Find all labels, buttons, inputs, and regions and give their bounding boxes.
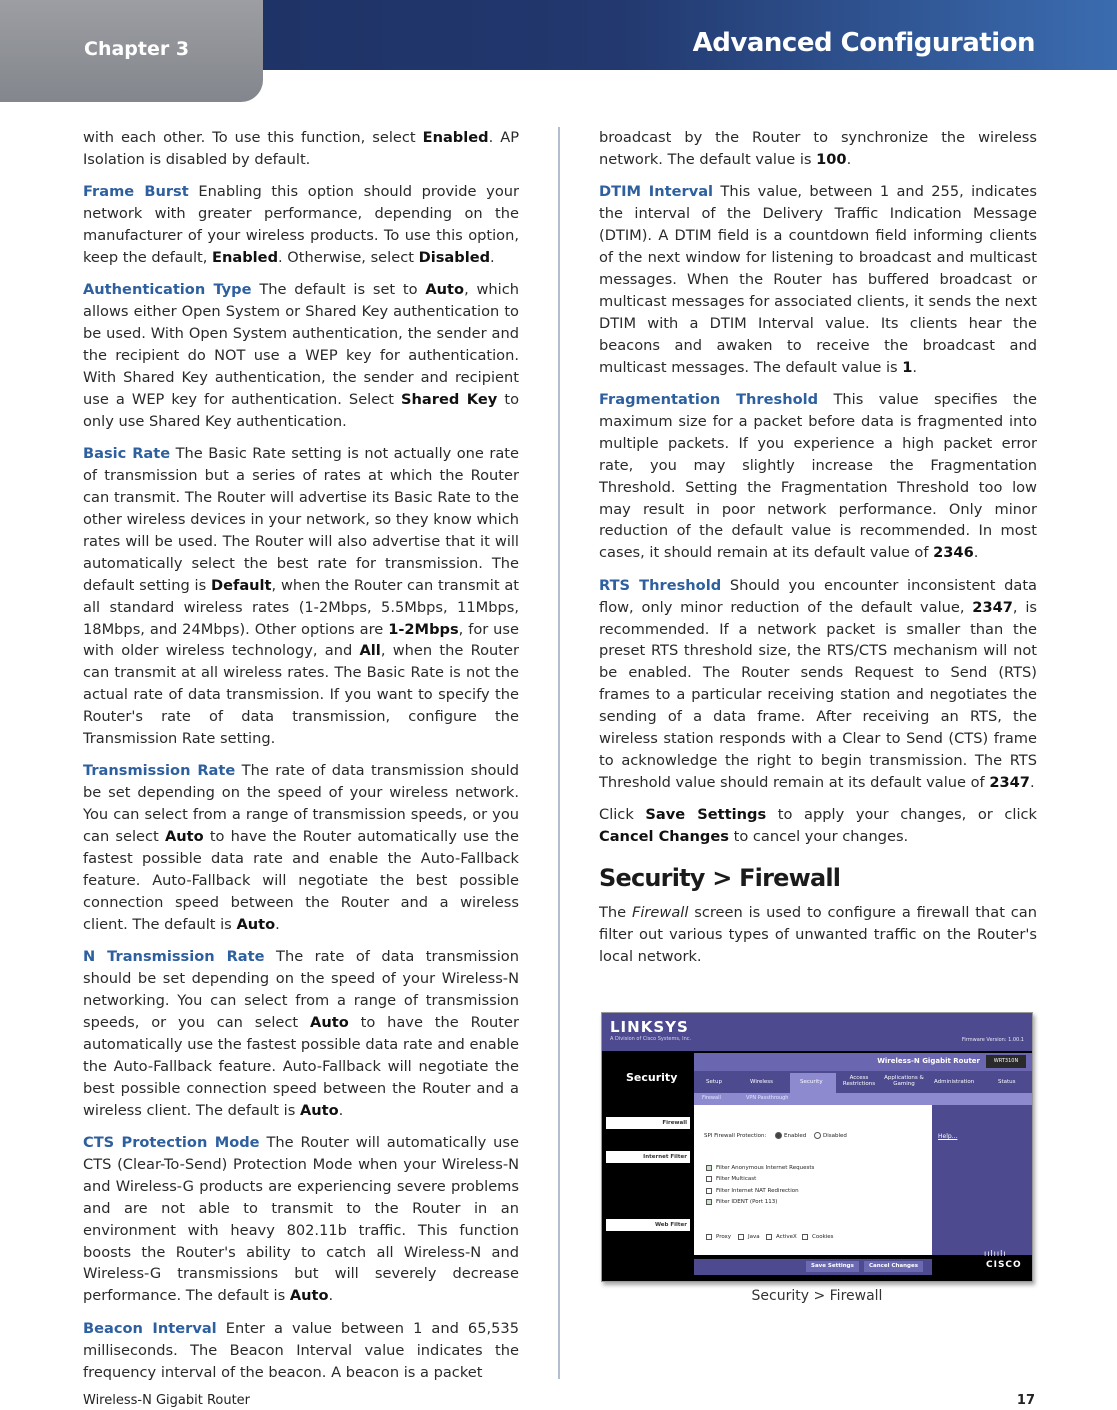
- fig-enabled-label: Enabled: [784, 1133, 807, 1139]
- fig-radio-disabled: [814, 1132, 821, 1139]
- logo-subtitle: A Division of Cisco Systems, Inc.: [610, 1036, 692, 1042]
- fig-checkbox-anon: [706, 1165, 712, 1171]
- fig-tab-status: Status: [998, 1079, 1016, 1085]
- fig-disabled-label: Disabled: [823, 1133, 847, 1139]
- fig-spi-label: SPI Firewall Protection:: [704, 1133, 767, 1139]
- fig-checkbox-java: [738, 1234, 744, 1240]
- fig-title-bar: [694, 1053, 1032, 1071]
- fig-product-name: Wireless-N Gigabit Router: [877, 1057, 980, 1065]
- fig-tab-setup: Setup: [706, 1079, 723, 1085]
- page-header: [0, 0, 1117, 102]
- fig-tab-administration: Administration: [934, 1079, 975, 1085]
- term-dtim-interval: DTIM Interval: [599, 183, 714, 201]
- paragraph-dtim-interval: DTIM Interval This value, between 1 and 255, indicates the interval of the Delivery Traffic Indication Message (DTIM). A DTIM field is a countdown field informing clients of the next window for listening to broadcast and multicast messages. When the Router has buffered broadcast or multicast messages for associated clients, it sends the next DTIM with a DTIM Interval value. Its clients hear the beacons and awaken to receive the broadcast and multicast messages. The default value is 1.: [599, 183, 1038, 376]
- fig-tab-applications: Applications & Gaming: [884, 1075, 924, 1087]
- fig-tab-wireless: Wireless: [750, 1079, 774, 1085]
- fig-cancel-changes-button: Cancel Changes: [864, 1261, 923, 1272]
- fig-checkbox-proxy: [706, 1234, 712, 1240]
- firewall-screenshot: [601, 1012, 1033, 1282]
- cisco-bars-icon: ıılıılı: [984, 1249, 1007, 1258]
- paragraph-rts-threshold: RTS Threshold Should you encounter inconsistent data flow, only minor reduction of the default value, 2347, is recommended. If a network packet is smaller than the preset RTS threshold size, the RTS/CTS mechanism will not be enabled. The Router sends Request to Send (RTS) frames to a particular receiving station and negotiates the sending of a data frame. After receiving an RTS, the wireless station responds with a Clear to Send (CTS) frame to acknowledge the right to begin transmission. The RTS Threshold value should remain at its default value of 2347.: [599, 576, 1038, 791]
- fig-checkbox-cookies: [802, 1234, 808, 1240]
- footer-product-name: Wireless-N Gigabit Router: [83, 1393, 251, 1408]
- term-n-transmission-rate: N Transmission Rate: [83, 948, 265, 966]
- term-authentication-type: Authentication Type: [83, 281, 252, 299]
- left-column: [83, 127, 519, 1394]
- fig-help-link: Help...: [938, 1133, 958, 1140]
- fig-tab-security: Security: [800, 1079, 823, 1085]
- fig-web-java: Java: [748, 1234, 760, 1240]
- cisco-logo: CISCO: [986, 1260, 1022, 1270]
- paragraph-save-settings: Click Save Settings to apply your changes, or click Cancel Changes to cancel your changes.: [599, 806, 1037, 846]
- paragraph-transmission-rate: Transmission Rate The rate of data transmission should be set depending on the speed of your wireless network. You can select from a range of transmission speeds, or you can select Auto to have the Router automatically use the fastest possible data rate and enable the Auto-Fallback feature. Auto-Fallback will negotiate the best possible connection speed between the Router and a wireless client. The default is Auto.: [83, 762, 519, 933]
- heading-security-firewall: Security > Firewall: [599, 864, 841, 893]
- fig-web-proxy: Proxy: [716, 1234, 732, 1240]
- fig-subtab-vpn: VPN Passthrough: [746, 1095, 789, 1101]
- term-basic-rate: Basic Rate: [83, 445, 171, 463]
- fig-side-internet-filter: Internet Filter: [606, 1151, 690, 1163]
- section-title: Advanced Configuration: [692, 28, 1035, 58]
- fig-filter-multicast: Filter Multicast: [716, 1176, 757, 1182]
- fig-side-web-filter: Web Filter: [606, 1219, 690, 1231]
- fig-checkbox-nat: [706, 1188, 712, 1194]
- fig-save-settings-button: Save Settings: [806, 1261, 859, 1272]
- footer-page-number: 17: [1016, 1393, 1035, 1408]
- fig-filter-nat: Filter Internet NAT Redirection: [716, 1188, 799, 1194]
- fig-web-cookies: Cookies: [812, 1234, 834, 1240]
- term-cts-protection-mode: CTS Protection Mode: [83, 1133, 260, 1151]
- fig-subtab-firewall: Firewall: [702, 1095, 721, 1101]
- paragraph-ap-isolation: with each other. To use this function, select Enabled. AP Isolation is disabled by default.: [83, 129, 519, 168]
- term-rts-threshold: RTS Threshold: [599, 576, 722, 594]
- fig-help-panel: [932, 1105, 1033, 1255]
- fig-web-activex: ActiveX: [776, 1234, 797, 1240]
- fig-checkbox-activex: [766, 1234, 772, 1240]
- fig-tab-access: Access Restrictions: [842, 1075, 876, 1087]
- column-divider: [558, 127, 560, 1379]
- paragraph-frame-burst: Frame Burst Enabling this option should provide your network with greater performance, depending on the manufacturer of your wireless products. To use this option, keep the default, Enabled. Otherwise, select Disabled.: [83, 183, 519, 267]
- paragraph-beacon-interval: Beacon Interval Enter a value between 1 and 65,535 milliseconds. The Beacon Interval value indicates the frequency interval of the beacon. A beacon is a packet: [83, 1319, 519, 1381]
- paragraph-basic-rate: Basic Rate The Basic Rate setting is not actually one rate of transmission but a series of rates at which the Router can transmit. The Router will advertise its Basic Rate to the other wireless devices in your network, so they know which rates will be used. The Router will also advertise that it will automatically select the best rate for transmission. The default setting is Default, when the Router can transmit at all standard wireless rates (1-2Mbps, 5.5Mbps, 11Mbps, 18Mbps, and 24Mbps). Other options are 1-2Mbps, for use with older wireless technology, and All, when the Router can transmit at all wireless rates. The Basic Rate is not the actual rate of data transmission. If you want to specify the Router's rate of data transmission, configure the Transmission Rate setting.: [83, 445, 519, 748]
- fig-section-label: Security: [626, 1071, 678, 1084]
- fig-checkbox-ident: [706, 1199, 712, 1205]
- term-frame-burst: Frame Burst: [83, 183, 189, 201]
- paragraph-beacon-continued: broadcast by the Router to synchronize the wireless network. The default value is 100.: [599, 129, 1037, 168]
- term-transmission-rate: Transmission Rate: [83, 762, 236, 780]
- paragraph-fragmentation-threshold: Fragmentation Threshold This value specifies the maximum size for a packet before data is fragmented into multiple packets. If you experience a high packet error rate, you may slightly increase the Fragmentation Threshold. Setting the Fragmentation Threshold too low may result in poor network performance. Only minor reduction of the default value is recommended. In most cases, it should remain at its default value of 2346.: [599, 390, 1038, 562]
- paragraph-cts-protection-mode: CTS Protection Mode The Router will automatically use CTS (Clear-To-Send) Protection Mode when your Wireless-N and Wireless-G products are experiencing severe problems and are not able to transmit to the Router in an environment with heavy 802.11b traffic. This function boosts the Router's ability to catch all Wireless-N and Wireless-G transmissions but will severely decrease performance. The default is Auto.: [83, 1133, 519, 1305]
- chapter-label: Chapter 3: [84, 38, 190, 60]
- fig-filter-ident: Filter IDENT (Port 113): [716, 1199, 778, 1205]
- fig-filter-anon: Filter Anonymous Internet Requests: [716, 1165, 815, 1171]
- paragraph-n-transmission-rate: N Transmission Rate The rate of data transmission should be set depending on the speed of your Wireless-N networking. You can select from a range of transmission speeds, or you can select Auto to have the Router automatically use the fastest possible data rate and enable the Auto-Fallback feature. Auto-Fallback will negotiate the best possible connection speed between the Router and a wireless client. The default is Auto.: [83, 948, 519, 1119]
- fig-model-number: WRT310N: [986, 1055, 1026, 1068]
- fig-subtab-bar: [694, 1093, 1032, 1105]
- term-beacon-interval: Beacon Interval: [83, 1319, 217, 1337]
- right-column: [599, 127, 1037, 978]
- linksys-logo: LINKSYS: [610, 1018, 689, 1036]
- fig-side-firewall: Firewall: [606, 1117, 690, 1129]
- paragraph-authentication-type: Authentication Type The default is set to Auto, which allows either Open System or Shared Key authentication to be used. With Open System authentication, the sender and the recipient do NOT use a WEP key for authentication. With Shared Key authentication, the sender and recipient use a WEP key for authentication. Select Shared Key to only use Shared Key authentication.: [83, 281, 520, 430]
- fig-checkbox-multicast: [706, 1176, 712, 1182]
- paragraph-firewall-intro: The Firewall screen is used to configure a firewall that can filter out various types of unwanted traffic on the Router's local network.: [599, 904, 1037, 965]
- term-fragmentation-threshold: Fragmentation Threshold: [599, 390, 819, 408]
- figure-caption: Security > Firewall: [751, 1288, 883, 1304]
- fig-radio-enabled: [775, 1132, 782, 1139]
- firmware-version: Firmware Version: 1.00.1: [961, 1037, 1024, 1043]
